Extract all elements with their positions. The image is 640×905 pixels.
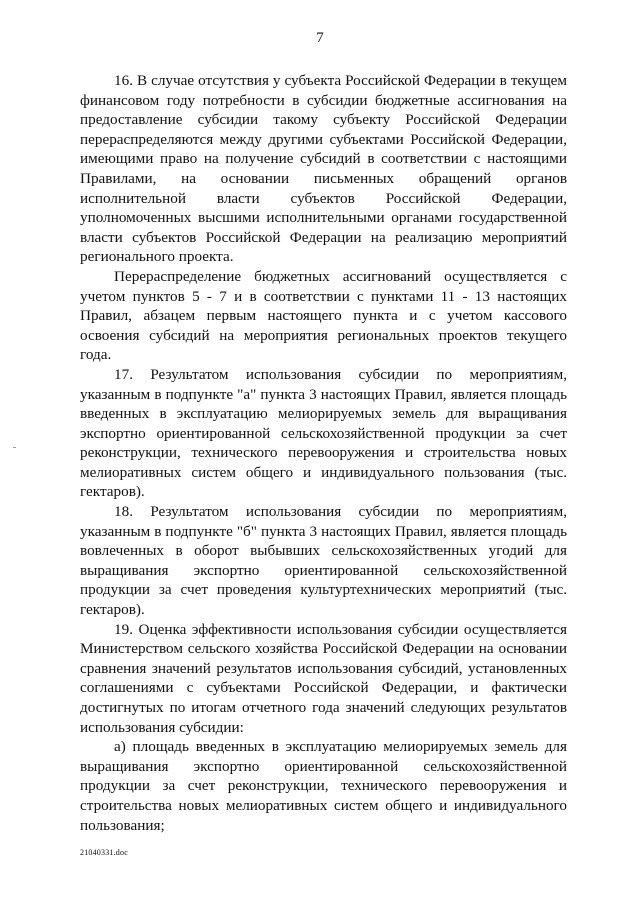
document-body (80, 71, 567, 835)
paragraph-18: 18. Результатом использования субсидии по мероприятиям, указанным в подпункте "б" пункта 3 настоящих Правил, является площадь вовлеченных в оборот выбывших сельскохозяйственных угодий для выращивания экспортно ориентированной сельскохозяйственной продукции за счет проведения культуртехнических мероприятий (тыс. гектаров). (80, 503, 567, 619)
footer-file-code: 21040331.doc (80, 848, 128, 857)
paragraph-16-redistribution: Перераспределение бюджетных ассигнований осуществляется с учетом пунктов 5 - 7 и в соответствии с пунктами 11 - 13 настоящих Правил, абзацем первым настоящего пункта и с учетом кассового освоения субсидий на мероприятия региональных проектов текущего года. (80, 267, 567, 364)
paragraph-16: 16. В случае отсутствия у субъекта Российской Федерации в текущем финансовом году потребности в субсидии бюджетные ассигнования на предоставление субсидии такому субъекту Российской Федерации перераспределяются между другими субъектами Российской Федерации, имеющими право на получение субсидий в соответствии с настоящими Правилами, на основании письменных обращений органов исполнительной власти субъектов Российской Федерации, уполномоченных высшими исполнительными органами государственной власти субъектов Российской Федерации на реализацию мероприятий регионального проекта. (80, 72, 567, 266)
scan-mark (13, 447, 16, 448)
paragraph-19: 19. Оценка эффективности использования субсидии осуществляется Министерством сельского хозяйства Российской Федерации на основании сравнения значений результатов использования субсидий, установленных соглашениями с субъектами Российской Федерации, и фактически достигнутых по итогам отчетного года значений следующих результатов использования субсидии: (80, 620, 567, 736)
paragraph-17: 17. Результатом использования субсидии по мероприятиям, указанным в подпункте "а" пункта 3 настоящих Правил, является площадь введенных в эксплуатацию мелиорируемых земель для выращивания экспортно ориентированной сельскохозяйственной продукции за счет реконструкции, технического перевооружения и строительства новых мелиоративных систем общего и индивидуального пользования (тыс. гектаров). (80, 365, 567, 501)
page-number: 7 (316, 30, 324, 46)
paragraph-19-a: а) площадь введенных в эксплуатацию мелиорируемых земель для выращивания экспортно ориентированной сельскохозяйственной продукции за счет реконструкции, технического перевооружения и строительства новых мелиоративных систем общего и индивидуального пользования; (80, 738, 567, 834)
